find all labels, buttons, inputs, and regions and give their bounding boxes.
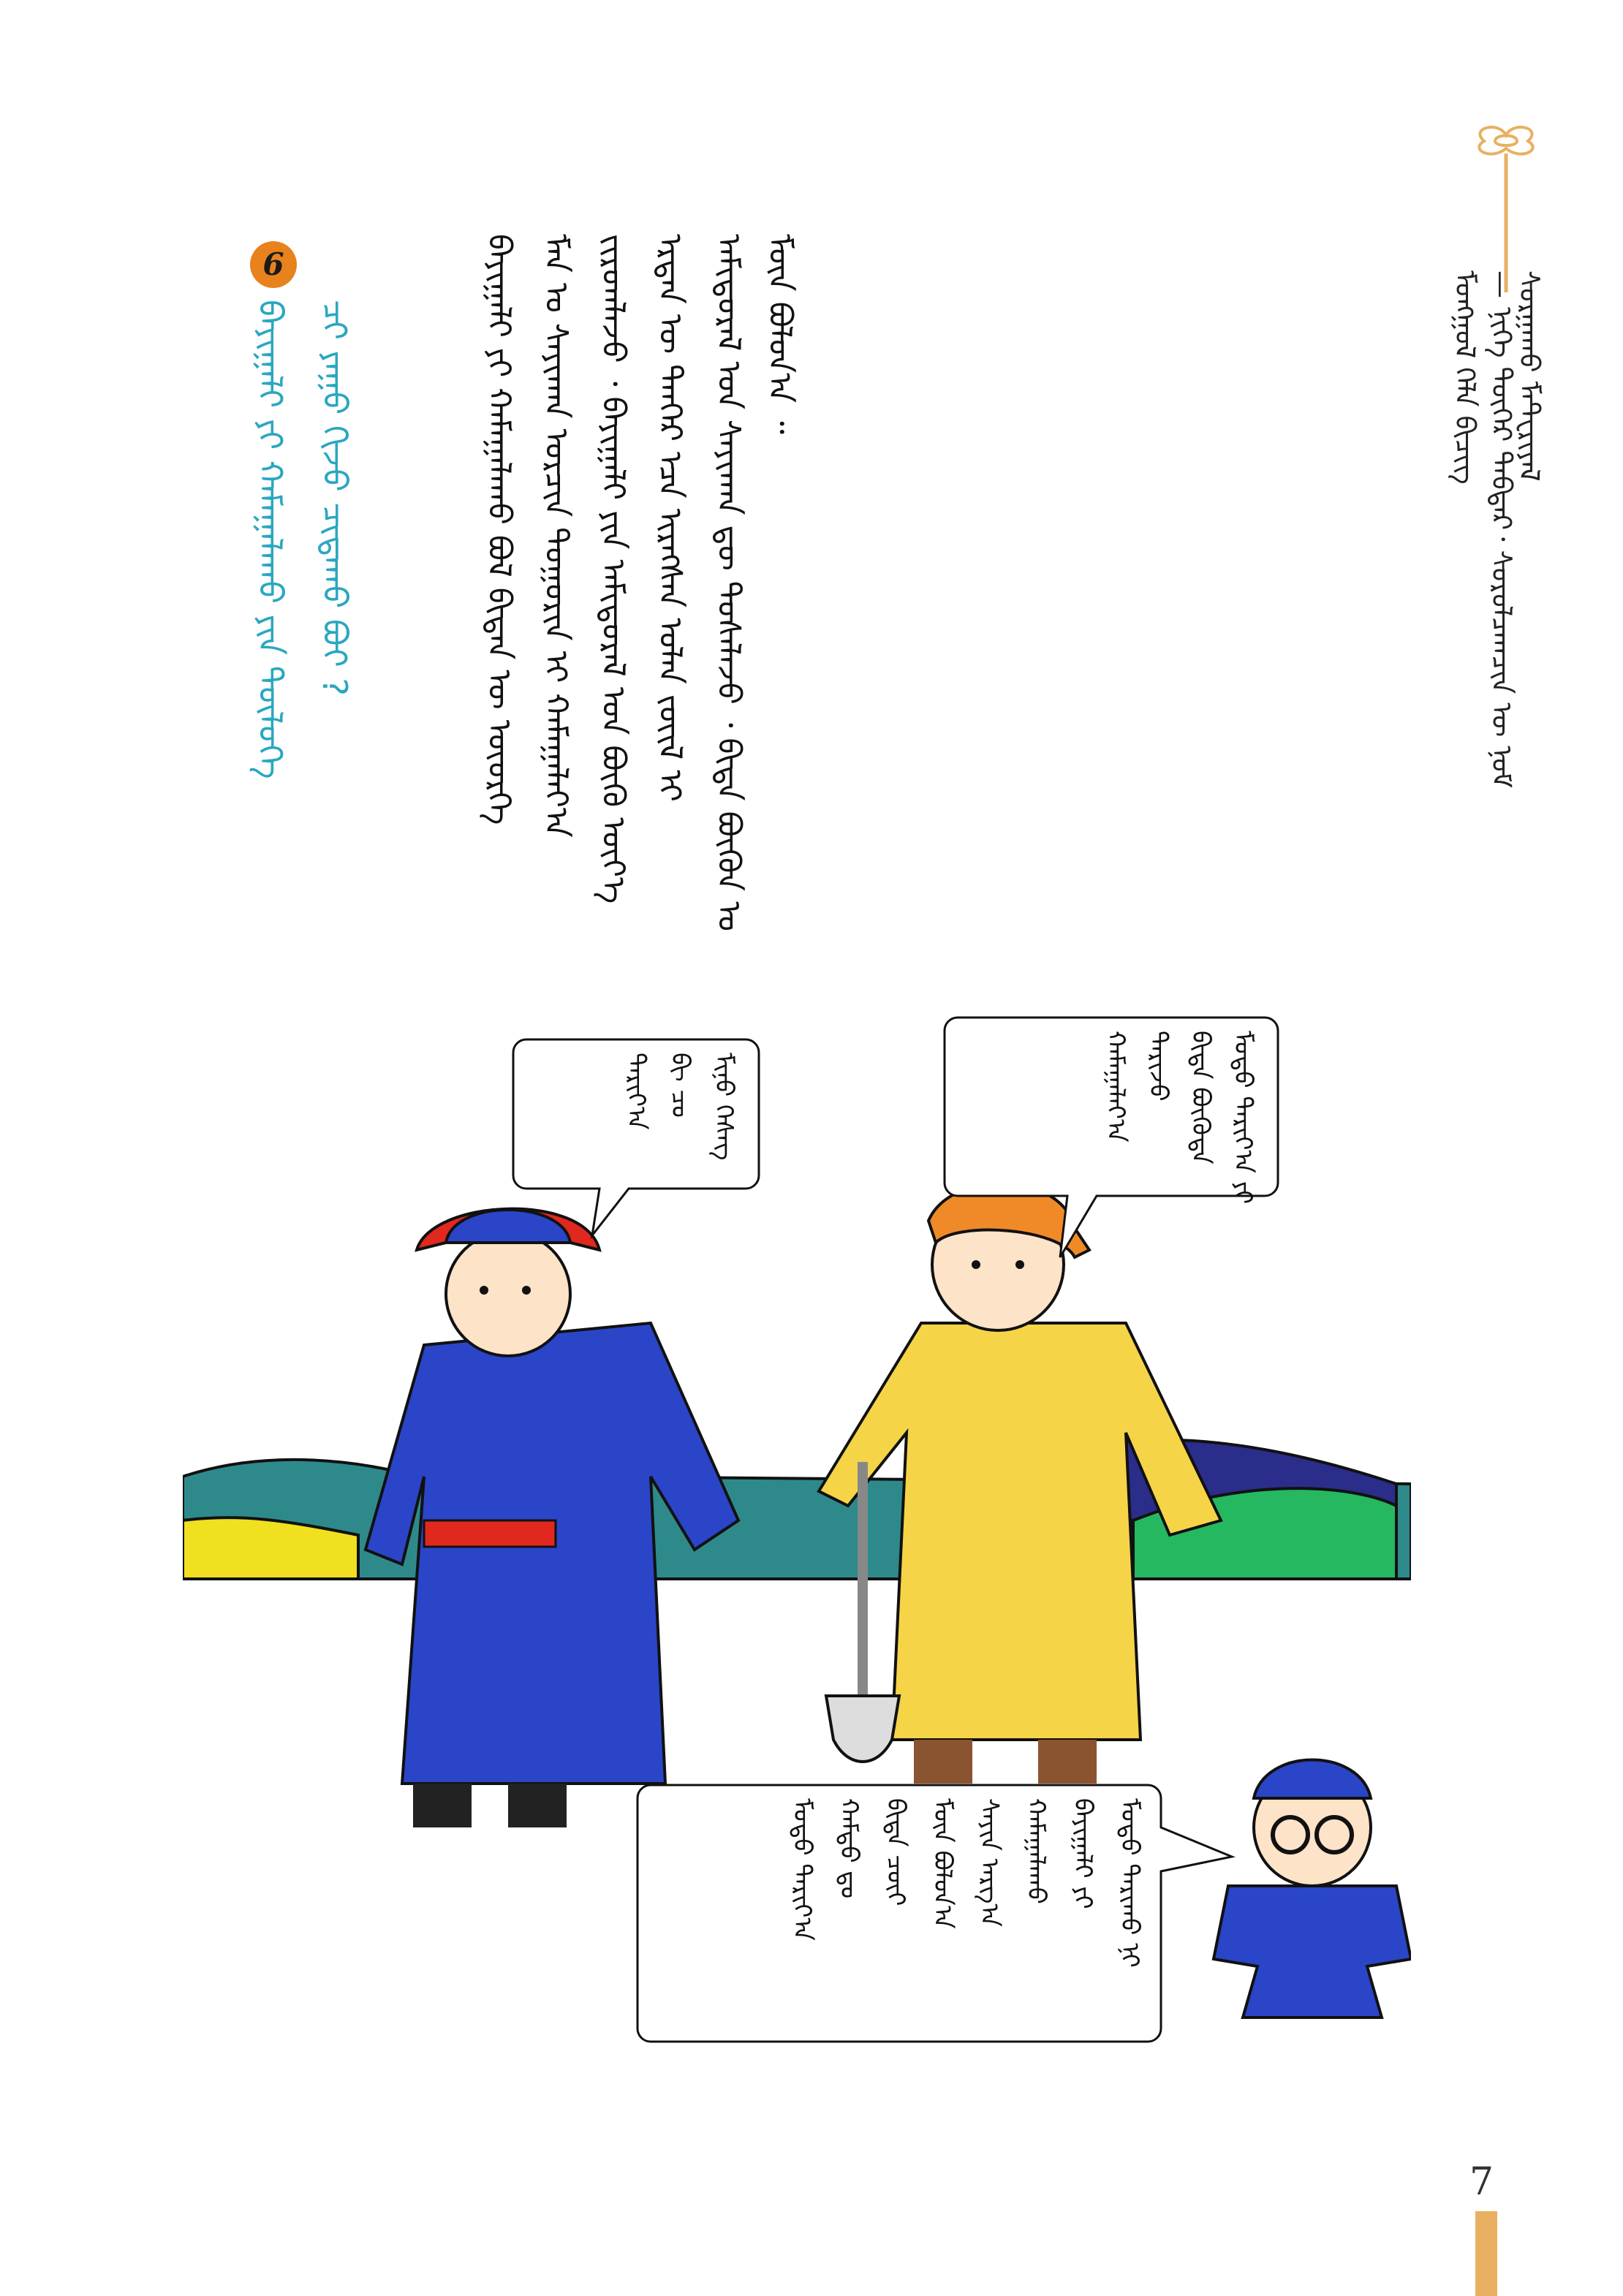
bubble-line: ᠰᠠᠶᠢᠨ ᠠᠷᠭ᠎ᠠ bbox=[975, 1798, 1004, 1927]
page-accent-bar bbox=[1475, 2211, 1497, 2296]
bubble-line: ᠪᠢ ᠴᠤ bbox=[665, 1053, 695, 1118]
young-man-speech-bubble bbox=[534, 1053, 738, 1177]
bubble-line: ᠬᠠᠮᠲᠤ ᠳᠤ bbox=[834, 1798, 863, 1899]
bubble-line: ᠮᠣᠳᠤ ᠲᠠᠷᠢᠶ᠎ᠠ ᠶᠢ bbox=[1228, 1031, 1257, 1205]
bubble-line: ᠮᠣᠳᠤ ᠲᠠᠷᠢᠶ᠎ᠠ bbox=[787, 1798, 817, 1941]
bubble-line: ᠲᠠᠷᠢᠶ᠎ᠠ bbox=[621, 1053, 651, 1130]
bubble-line: ᠮᠣᠳᠤ ᠲᠠᠷᠢᠬᠤ ᠨᠢ bbox=[1115, 1798, 1144, 1968]
running-title-main: ᠮᠣᠩᠭᠣᠯ ᠬᠡᠯᠡ ᠪᠢᠴᠢᠭ bbox=[1449, 270, 1481, 485]
body-column: ᠵᠢᠷᠤᠭᠯᠠᠵᠤ ᠂ ᠪᠠᠶᠢᠭᠠᠯᠢ ᠶᠢᠨ ᠠᠮᠢᠳᠤᠷᠠᠯ ᠤᠨ ᠪᠦᠬᠦ ᠦᠶ᠎ᠡ bbox=[594, 234, 632, 904]
body-column: ᠮᠠᠨ ᠤ ᠰᠠᠶᠢᠬᠠᠨ ᠣᠷᠴᠢᠨ ᠲᠣᠭᠣᠷᠢᠨ ᠢ ᠬᠠᠮᠠᠭᠠᠯᠠᠶ᠎ᠠ bbox=[537, 234, 575, 838]
boy-figure bbox=[1214, 1760, 1411, 2018]
body-column-first: ᠮᠥᠨ ᠪᠣᠯᠤᠨ᠎ᠠ ᠃ bbox=[761, 234, 798, 434]
body-paragraph bbox=[431, 234, 798, 965]
page-number: 7 bbox=[1469, 2160, 1494, 2204]
question-line: ᠪᠠᠶᠢᠭᠠᠯᠢ ᠶᠢ ᠬᠠᠮᠠᠭᠠᠯᠠᠬᠤ ᠶᠢᠨ ᠲᠥᠯᠦᠭᠡ bbox=[251, 300, 290, 779]
body-column: ᠪᠠᠶᠢᠭᠠᠯᠢ ᠶᠢ ᠬᠠᠮᠠᠭᠠᠯᠠᠬᠤ ᠪᠣᠯ ᠪᠢᠳᠡᠨ ᠦ ᠦᠦᠷᠭᠡ bbox=[480, 234, 518, 825]
bubble-line: ᠪᠢᠳᠡ ᠴᠦᠢ bbox=[881, 1798, 910, 1906]
body-column: ᠠᠮᠢᠳᠤᠷᠠᠯ ᠤᠨ ᠰᠠᠶᠢᠬᠠᠨ ᠳᠦ ᠲᠤᠰᠠᠯᠠᠵᠤ ᠂ ᠪᠢᠳᠡ ᠪᠦᠬᠦᠨ ᠤ bbox=[710, 234, 747, 932]
bubble-line: ᠪᠢᠳᠡ ᠪᠦᠭᠦᠳᠡ bbox=[1186, 1031, 1215, 1164]
question-number-badge: 6 bbox=[250, 241, 297, 288]
bubble-line: ᠮᠢᠨᠤ ᠬᠡᠰᠡᠭ bbox=[709, 1053, 738, 1161]
question-line: ᠴᠢ ᠶᠠᠭᠤ ᠬᠢᠵᠦ ᠴᠢᠳᠠᠬᠤ ᠪᠤᠢ ? bbox=[315, 300, 355, 696]
body-column: ᠡᠷᠲᠡᠨ ᠦ ᠲᠡᠨᠭᠡᠷ ᠡᠴᠡ ᠢᠷᠡᠭᠰᠡᠨ ᠣᠯᠠᠨ ᠵᠦᠢᠯ ᠢ bbox=[651, 234, 689, 802]
running-title bbox=[1449, 270, 1546, 870]
bubble-line: ᠬᠠᠮᠠᠭᠠᠯᠠᠬᠤ bbox=[1021, 1798, 1051, 1904]
bubble-line: ᠮᠥᠨ ᠪᠣᠯᠤᠨ᠎ᠠ bbox=[928, 1798, 957, 1929]
ornament-icon bbox=[1462, 121, 1550, 292]
young-man-figure bbox=[366, 1209, 738, 1827]
boy-speech-bubble bbox=[654, 1798, 1144, 2025]
bubble-line: ᠪᠠᠶᠢᠭᠠᠯᠢ ᠶᠢ bbox=[1068, 1798, 1097, 1909]
bubble-line: ᠲᠠᠷᠢᠵᠤ bbox=[1143, 1031, 1173, 1102]
running-title-sub: — ᠨᠢᠭᠡ ᠳᠦᠭᠡᠷ ᠳᠡᠪᠲᠡᠷ᠂ ᠰᠤᠷᠤᠯᠴᠠᠭᠴᠢᠨ ᠦ ᠨᠣᠮ ᠰᠤᠷᠭᠠᠬᠤ ᠮᠠᠲ᠋ᠧᠷᠢᠶᠠᠯ bbox=[1486, 270, 1546, 789]
bubble-line: ᠬᠠᠮᠠᠭᠠᠯᠠᠶ᠎ᠠ bbox=[1101, 1031, 1130, 1143]
elder-speech-bubble bbox=[958, 1031, 1257, 1205]
